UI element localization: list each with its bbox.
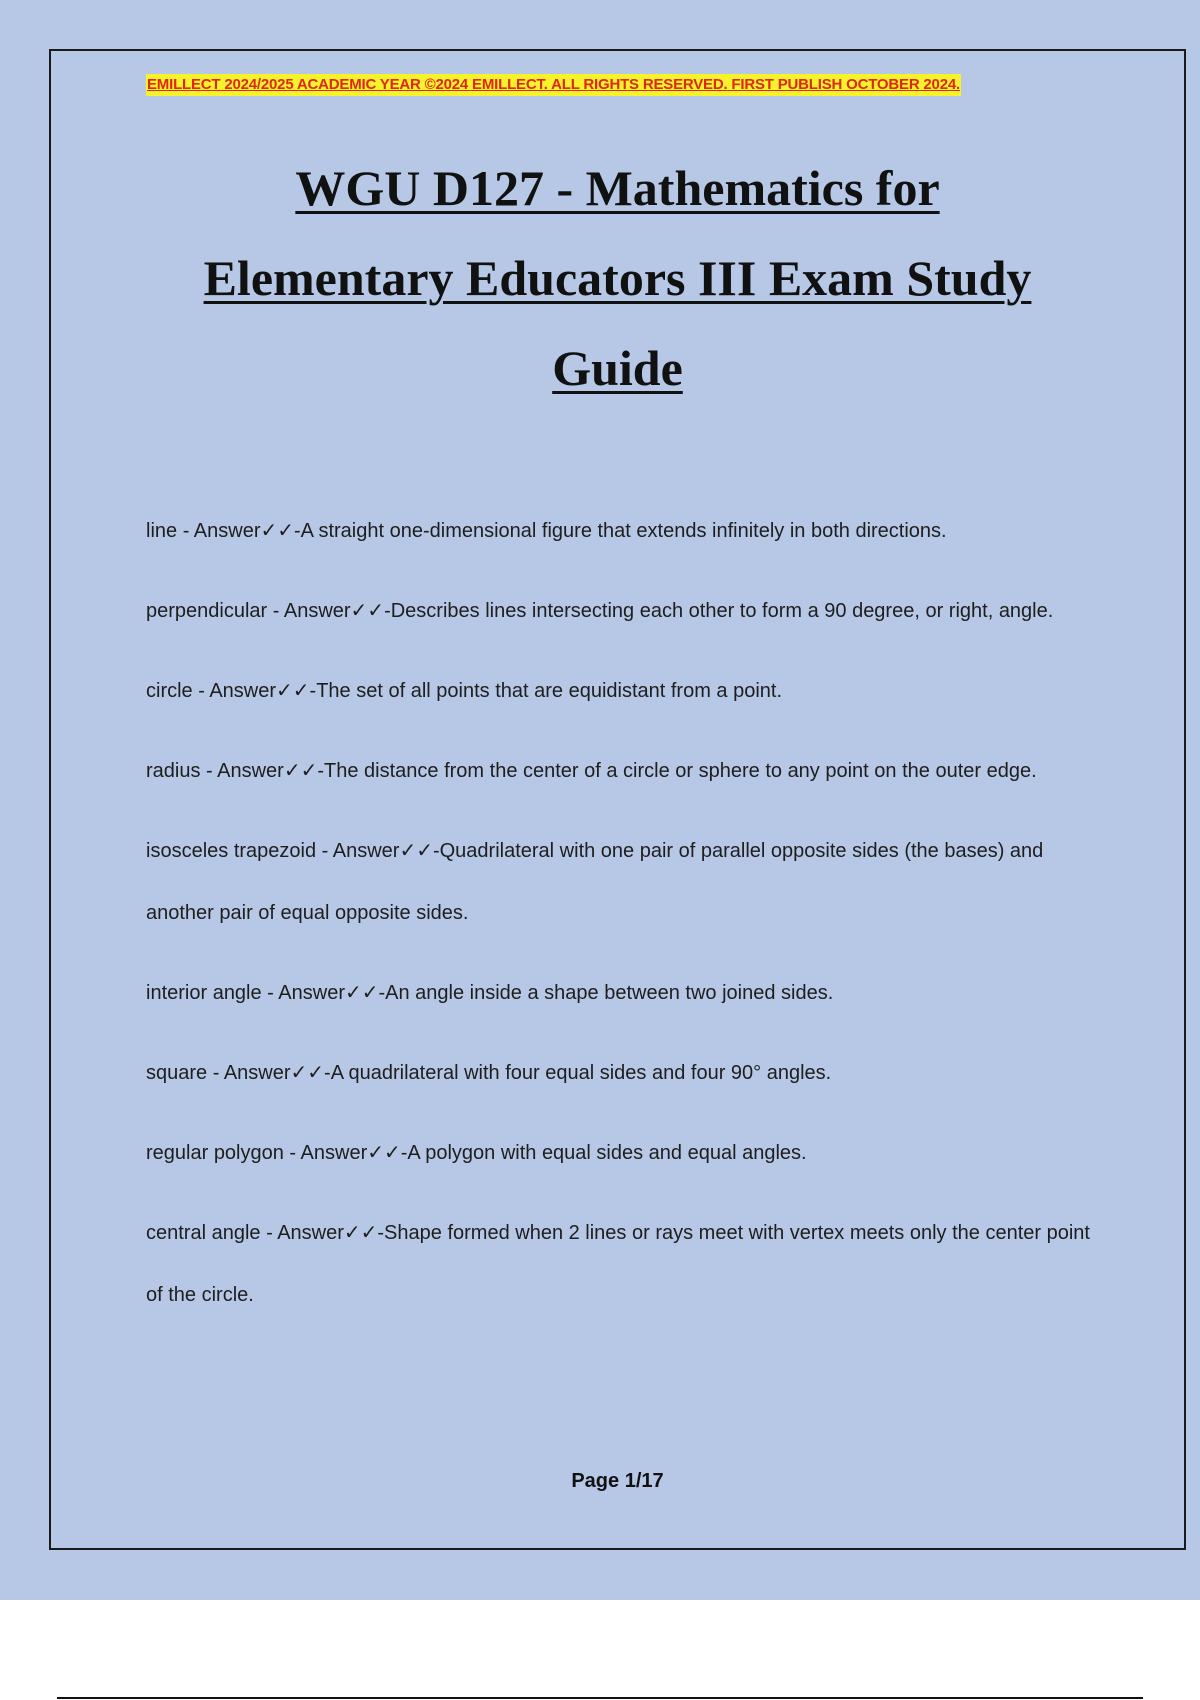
- document-title: [100, 143, 1135, 413]
- glossary-entry: square - Answer✓✓-A quadrilateral with four equal sides and four 90° angles.: [146, 1062, 832, 1084]
- title-line: Elementary Educators III Exam Study: [203, 250, 1032, 306]
- divider: [57, 1697, 1143, 1699]
- glossary-entry: regular polygon - Answer✓✓-A polygon with equal sides and equal angles.: [146, 1142, 807, 1164]
- glossary-entry: circle - Answer✓✓-The set of all points that are equidistant from a point.: [146, 680, 783, 702]
- title-line: WGU D127 - Mathematics for: [295, 160, 940, 216]
- page-number: Page 1/17: [571, 1470, 664, 1492]
- glossary-entry: interior angle - Answer✓✓-An angle inside a shape between two joined sides.: [146, 982, 834, 1004]
- glossary-entry: central angle - Answer✓✓-Shape formed when 2 lines or rays meet with vertex meets only the center point of the circle.: [146, 1222, 1090, 1306]
- glossary-list: [146, 500, 1106, 1344]
- title-line: Guide: [552, 340, 683, 396]
- glossary-entry: isosceles trapezoid - Answer✓✓-Quadrilateral with one pair of parallel opposite sides (the bases) and another pair of equal opposite sides.: [146, 840, 1044, 924]
- glossary-entry: line - Answer✓✓-A straight one-dimensional figure that extends infinitely in both directions.: [146, 520, 947, 542]
- glossary-entry: perpendicular - Answer✓✓-Describes lines intersecting each other to form a 90 degree, or right, angle.: [146, 600, 1054, 622]
- copyright-notice: EMILLECT 2024/2025 ACADEMIC YEAR ©2024 EMILLECT. ALL RIGHTS RESERVED. FIRST PUBLISH OCTOBER 2024.: [146, 74, 961, 96]
- glossary-entry: radius - Answer✓✓-The distance from the center of a circle or sphere to any point on the outer edge.: [146, 760, 1037, 782]
